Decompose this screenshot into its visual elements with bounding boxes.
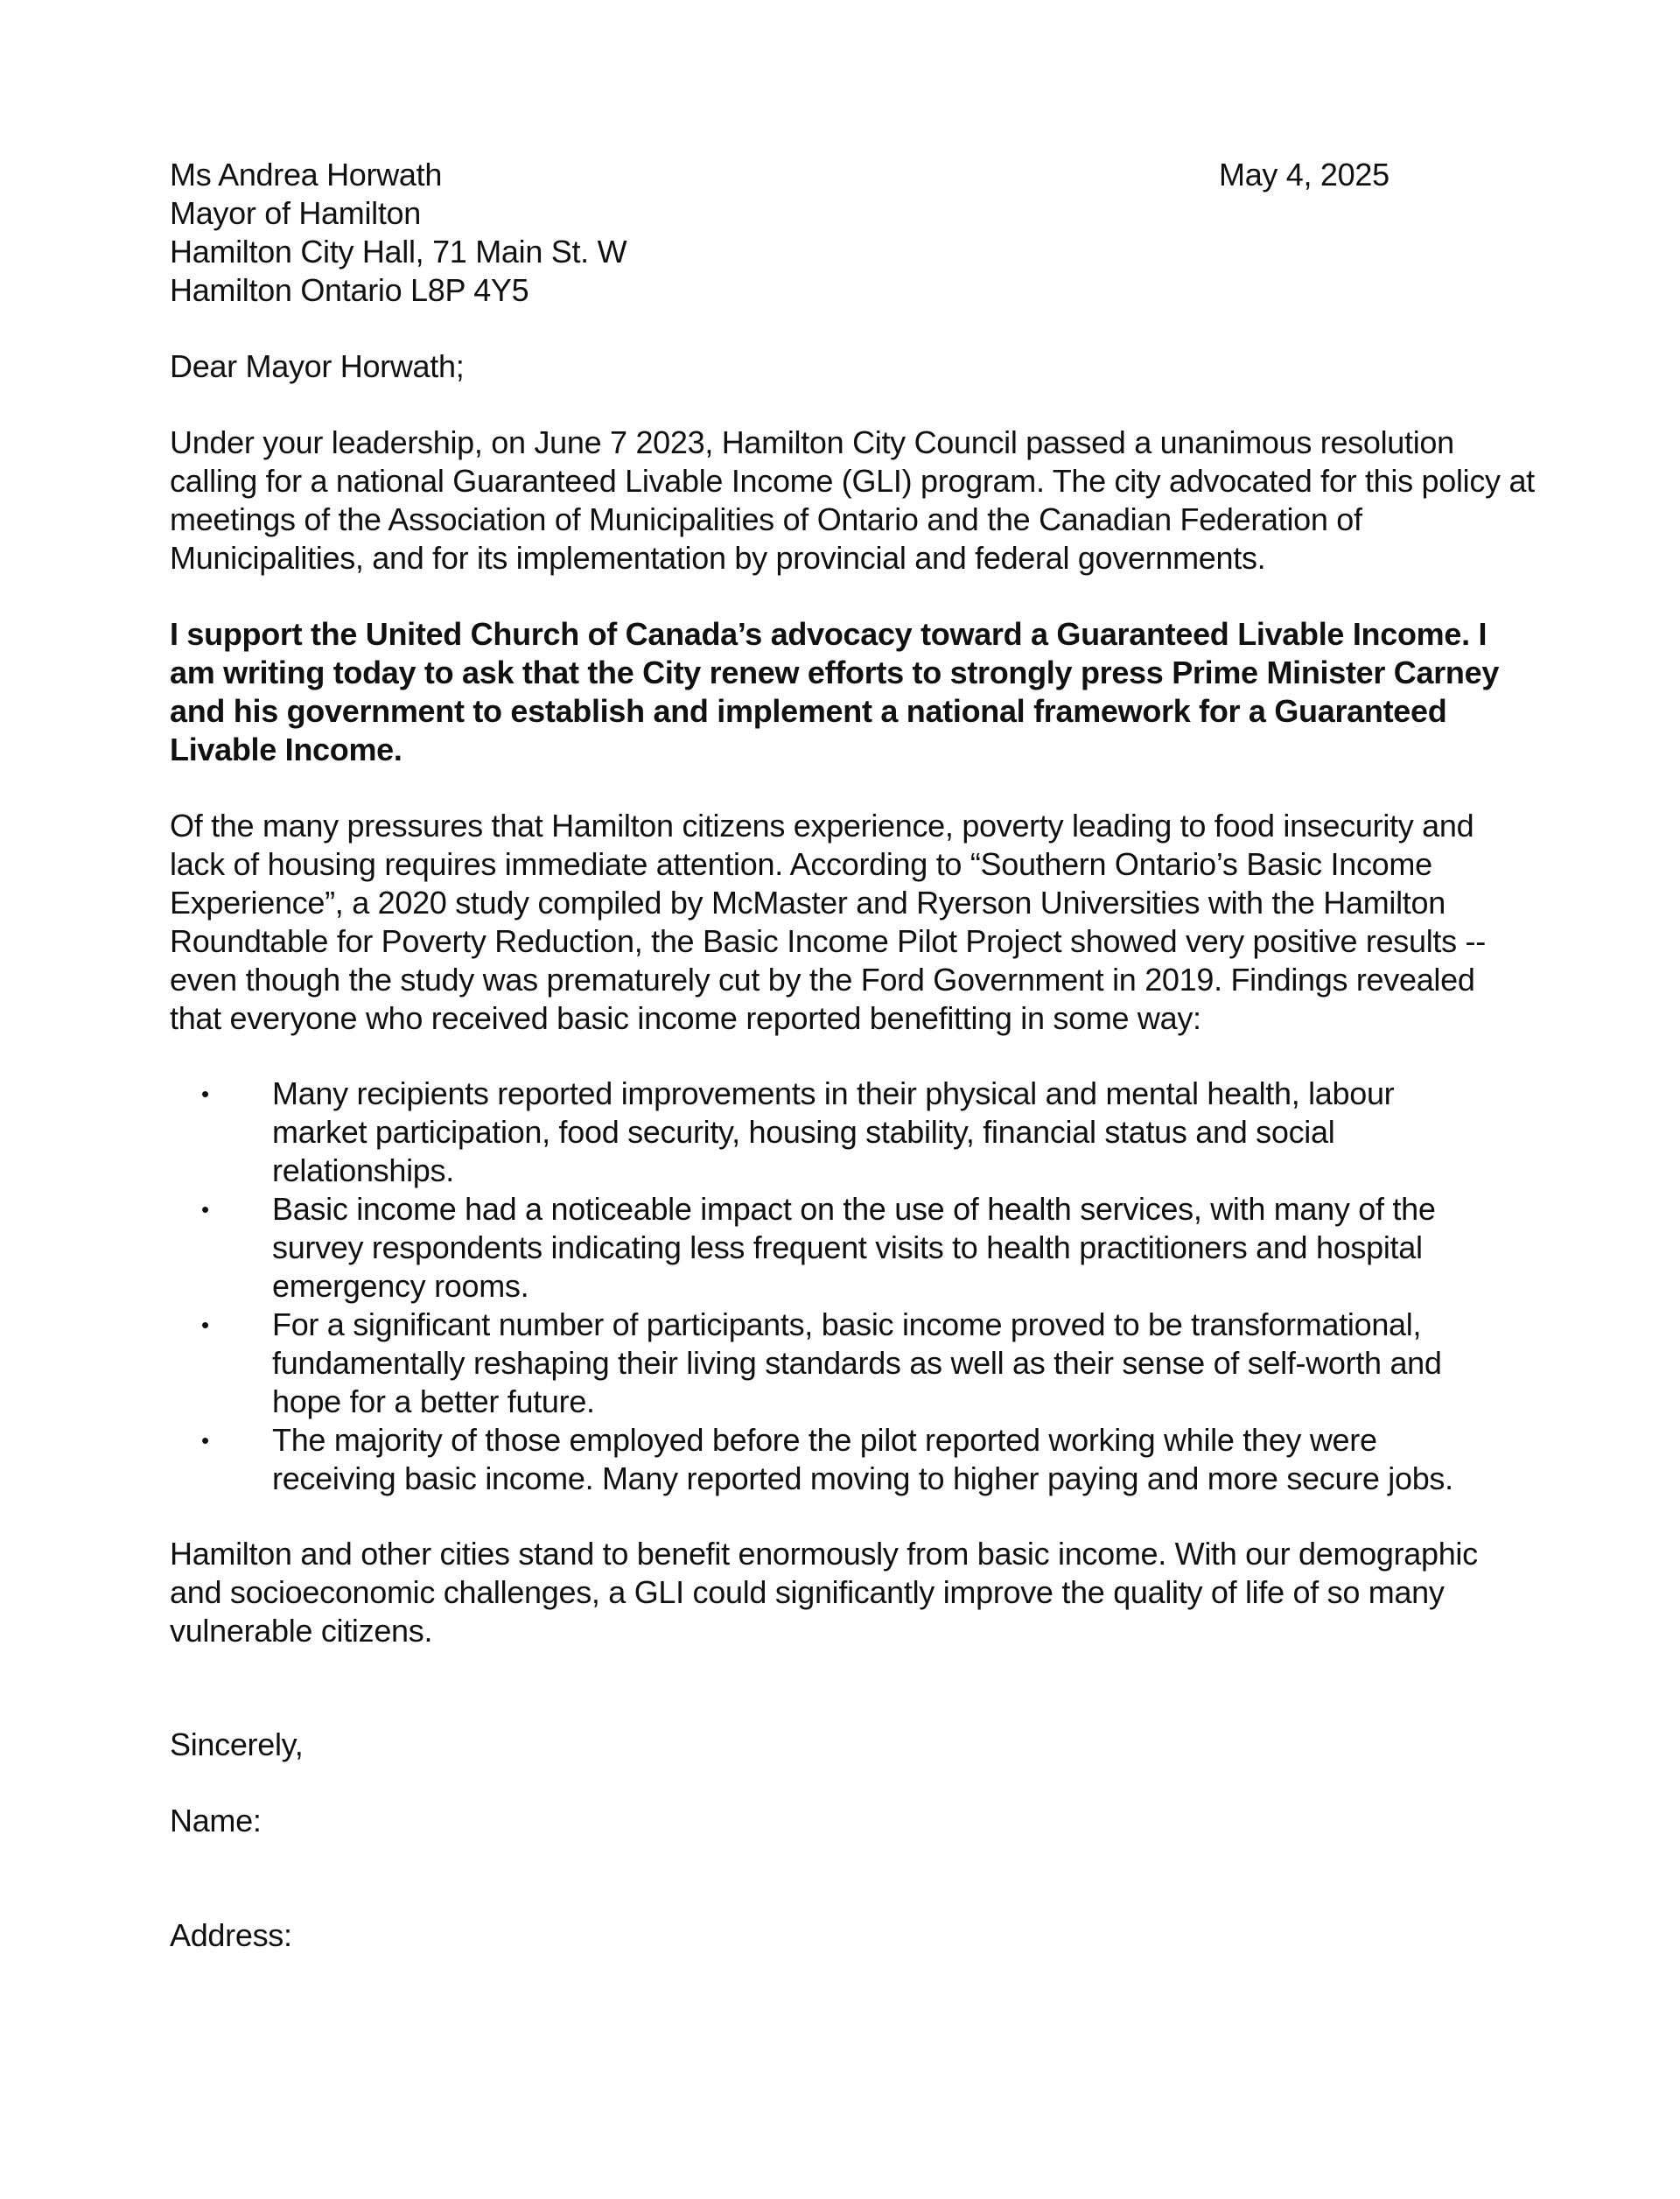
list-item-text: The majority of those employed before the pilot reported working while they were receiving basic income. Many reported moving to higher paying and more secure jobs. [272,1422,1453,1496]
paragraph-study: Of the many pressures that Hamilton citizens experience, poverty leading to food insecurity and lack of housing requires immediate attention. According to “Southern Ontario’s Basic Income Experience”, a 2020 study compiled by McMaster and Ryerson Universities with the Hamilton Roundtable for Poverty Reduction, the Basic Income Pilot Project showed very positive results -- even though the study was prematurely cut by the Ford Government in 2019. Findings revealed that everyone who received basic income reported benefitting in some way: [170,808,1486,1036]
list-item [170,1075,1497,1190]
bullet-icon: • [201,1312,209,1338]
name-label: Name: [170,1803,262,1838]
bullet-icon: • [201,1081,209,1107]
address-label: Address: [170,1917,292,1953]
paragraph-request-bold: I support the United Church of Canada’s advocacy toward a Guaranteed Livable Income. I am writing today to ask that the City renew efforts to strongly press Prime Minister Carney and his government to establish and implement a national framework for a Guaranteed Livable Income. [170,616,1500,767]
recipient-address-block [170,156,957,310]
bullet-icon: • [201,1427,209,1453]
list-item-text: For a significant number of participants, basic income proved to be transformational, fundamentally reshaping their living standards as well as their sense of self-worth and hope for a better future. [272,1306,1442,1419]
list-item [170,1190,1497,1306]
closing: Sincerely, [170,1726,304,1762]
list-item [170,1306,1497,1421]
recipient-name: Ms Andrea Horwath [170,157,443,193]
list-item-text: Many recipients reported improvements in their physical and mental health, labour market participation, food security, housing stability, financial status and social relationships. [272,1075,1395,1188]
paragraph-resolution: Under your leadership, on June 7 2023, Hamilton City Council passed a unanimous resolution calling for a national Guaranteed Livable Income (GLI) program. The city advocated for this policy at meetings of the Association of Municipalities of Ontario and the Canadian Federation of Municipalities, and for its implementation by provincial and federal governments. [170,424,1535,576]
salutation: Dear Mayor Horwath; [170,348,465,384]
recipient-city: Hamilton Ontario L8P 4Y5 [170,272,529,308]
list-item [170,1421,1497,1498]
paragraph-benefit: Hamilton and other cities stand to benefit enormously from basic income. With our demographic and socioeconomic challenges, a GLI could significantly improve the quality of life of so many vulnerable citizens. [170,1536,1478,1649]
recipient-title: Mayor of Hamilton [170,195,421,231]
letter-date: May 4, 2025 [1219,157,1390,193]
list-item-text: Basic income had a noticeable impact on the use of health services, with many of the survey respondents indicating less frequent visits to health practitioners and hospital emergency rooms. [272,1191,1436,1304]
bullet-icon: • [201,1196,209,1222]
recipient-street: Hamilton City Hall, 71 Main St. W [170,234,627,270]
findings-list [170,1075,1535,1498]
